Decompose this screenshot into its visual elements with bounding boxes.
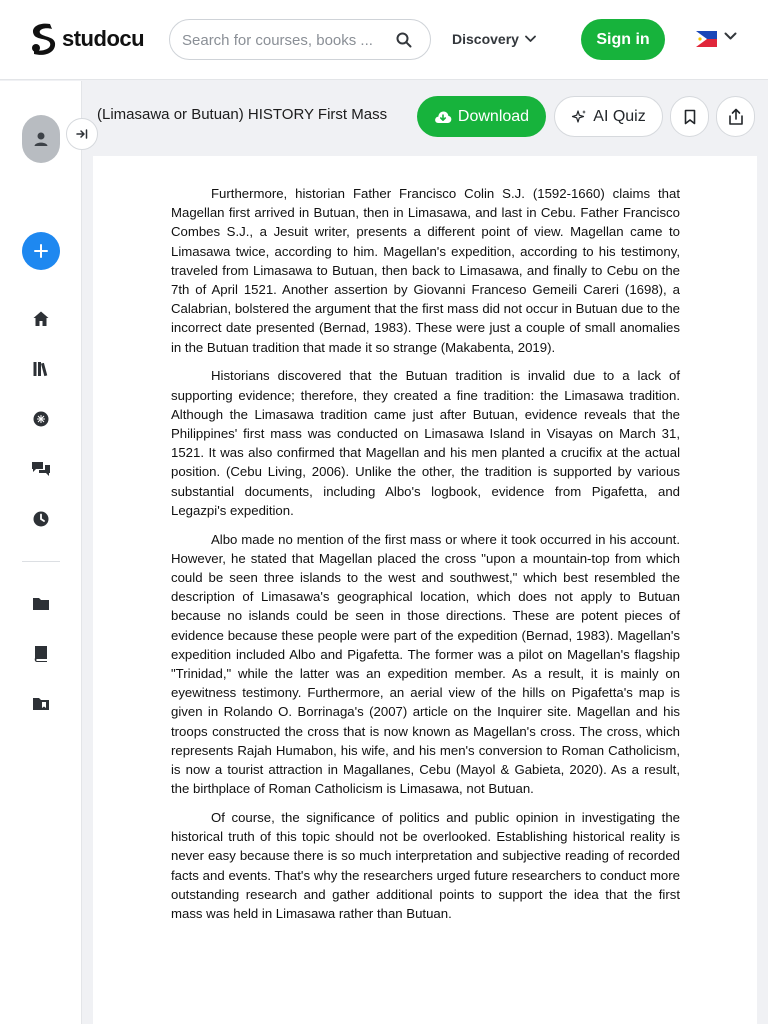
share-icon xyxy=(728,108,744,126)
history-icon xyxy=(32,510,50,528)
library-icon xyxy=(32,360,50,378)
ai-brain-icon xyxy=(32,410,50,428)
paragraph: Albo made no mention of the first mass or where it took occurred in his account. However, he stated that Magellan placed the cross "upon a mountain-top from which could be seen three islands to the west and southwest," which best resembled the description of Limasawa's geographical location, which does not apply to Butuan because no islands could be seen in those directions. These are potent pieces of evidence because these people were part of the expedition (Bernad, 1983). Magellan's expedition included Albo and Pigafetta. The former was a pilot on Magellan's flagship "Trinidad," while the latter was an expedition member. As a result, it is mainly on eyewitness testimony. Furthermore, an aerial view of the hills on Pigafetta's map is given in Rolando O. Borrinaga's (2007) article on the Inquirer site. Magellan and his troops constructed the cross that is now known as Magellan's cross. The cross, which represents Rajah Humabon, his wife, and his men's conversion to Roman Catholicism, is now a tourist attraction in Magallanes, Cebu (Mayol & Gabieta, 2020). As a result, the birthplace of Roman Catholicism is Limasawa, not Butuan. xyxy=(171,531,680,797)
add-button[interactable] xyxy=(22,232,60,270)
bookmark-icon xyxy=(683,109,697,125)
folder-icon xyxy=(32,596,50,612)
chevron-down-icon xyxy=(525,35,536,43)
language-chevron-down-icon[interactable] xyxy=(724,32,737,41)
document-body xyxy=(171,184,680,933)
search-input[interactable] xyxy=(182,28,382,52)
bookmark-button[interactable] xyxy=(670,96,709,137)
ai-quiz-button[interactable] xyxy=(554,96,663,137)
plus-icon xyxy=(33,243,49,259)
logo-text: studocu xyxy=(62,26,145,51)
download-button[interactable] xyxy=(417,96,546,137)
collapse-sidebar-button[interactable] xyxy=(66,118,98,150)
user-icon xyxy=(33,131,49,147)
sidebar-item-home[interactable] xyxy=(31,309,51,329)
left-sidebar xyxy=(0,81,82,1024)
saved-folder-icon xyxy=(32,696,50,712)
chat-icon xyxy=(31,460,51,478)
sidebar-item-chat[interactable] xyxy=(31,459,51,479)
sidebar-item-library[interactable] xyxy=(31,359,51,379)
expand-arrow-icon xyxy=(76,128,88,140)
ai-quiz-label: AI Quiz xyxy=(593,107,646,125)
document-title: (Limasawa or Butuan) HISTORY First Mass xyxy=(97,106,388,123)
sparkle-icon xyxy=(571,109,587,125)
search-icon[interactable] xyxy=(396,32,412,48)
avatar[interactable] xyxy=(22,115,60,163)
top-header xyxy=(0,0,768,80)
paragraph: Historians discovered that the Butuan tradition is invalid due to a lack of supporting evidence; therefore, they created a fine tradition: the Limasawa tradition. Although the Limasawa tradition came just after Butuan, evidence reveals that the Philippines' first mass was conducted on Limasawa Island in Visayas on March 31, 1521. It was also confirmed that Magellan and his men planted a crucifix at the actual position. (Cebu Living, 2006). Unlike the other, the tradition is supported by various substantial documents, including Albo's logbook, evidence from Pigafetta, and Legazpi's expedition. xyxy=(171,368,680,518)
sidebar-item-ai[interactable] xyxy=(31,409,51,429)
discovery-menu[interactable] xyxy=(452,28,536,50)
sidebar-item-books[interactable] xyxy=(31,644,51,664)
share-button[interactable] xyxy=(716,96,755,137)
sidebar-item-history[interactable] xyxy=(31,509,51,529)
studocu-logo-icon xyxy=(28,22,58,56)
sidebar-item-saved[interactable] xyxy=(31,694,51,714)
home-icon xyxy=(32,310,50,328)
download-label: Download xyxy=(457,107,530,125)
sign-in-button[interactable]: Sign in xyxy=(581,19,665,60)
book-icon xyxy=(33,645,49,663)
philippines-flag-icon[interactable] xyxy=(696,31,717,47)
studocu-logo[interactable] xyxy=(28,22,144,56)
paragraph: Of course, the significance of politics and public opinion in investigating the historical truth of this topic should not be overlooked. Establishing historical reality is never easy because there is so much interpretation and subjective reading of recorded facts and events. That's why the researchers urged future researchers to conduct more outstanding research and gather additional points to support the idea that the first mass was held in Limasawa rather than Butuan. xyxy=(171,810,680,922)
search-box[interactable] xyxy=(169,19,431,60)
sidebar-item-folder[interactable] xyxy=(31,594,51,614)
sidebar-divider xyxy=(22,561,60,562)
cloud-download-icon xyxy=(434,110,452,124)
paragraph: Furthermore, historian Father Francisco Colin S.J. (1592-1660) claims that Magellan first arrived in Butuan, then in Limasawa, and last in Cebu. Father Francisco Combes S.J., a Jesuit writer, presents a different point of view. Magellan came to Limasawa twice, according to him. Magellan's expedition, according to his testimony, traveled from Limasawa to Butuan, then back to Limasawa, and finally to Cebu on the 7th of April 1521. Another assertion by Giovanni Franceso Gemeili Careri (1698), a Calabrian, bolstered the argument that the first mass did not occur in Butuan due to the incorrect date presented (Bernad, 1983). These were just a couple of small anomalies in the Butuan tradition that made it so strange (Makabenta, 2019). xyxy=(171,186,680,355)
discovery-label: Discovery xyxy=(452,31,519,47)
